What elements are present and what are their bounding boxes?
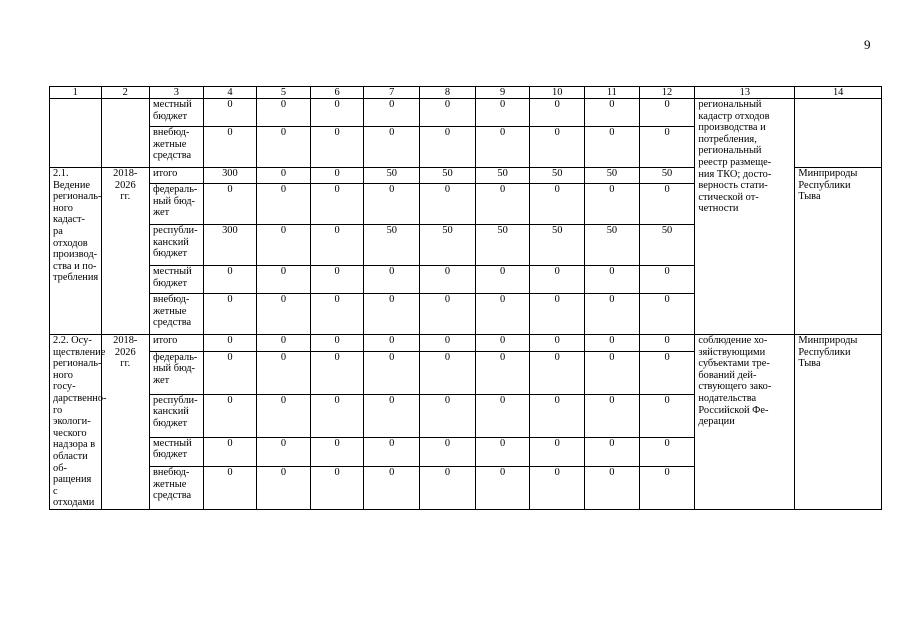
value-cell: 0 xyxy=(530,437,585,466)
value-cell: 0 xyxy=(310,351,364,394)
period-text: 2018- 2026 гг. xyxy=(113,335,138,370)
funding-source-label: республи- канский бюджет xyxy=(153,225,198,260)
value-cell: 0 xyxy=(639,351,695,394)
value-cell: 0 xyxy=(310,99,364,127)
value-cell: 0 xyxy=(585,394,640,437)
value-cell: 0 xyxy=(310,466,364,509)
value-cell: 0 xyxy=(310,127,364,168)
value-cell: 0 xyxy=(475,184,530,225)
value-cell: 0 xyxy=(530,99,585,127)
header-cell: 10 xyxy=(530,87,585,99)
value-cell: 0 xyxy=(257,168,311,184)
table-row xyxy=(50,335,882,352)
value-cell: 0 xyxy=(475,127,530,168)
value-cell: 50 xyxy=(530,168,585,184)
value-cell: 0 xyxy=(257,351,311,394)
value-cell: 50 xyxy=(475,225,530,266)
header-cell: 12 xyxy=(639,87,695,99)
value-cell: 0 xyxy=(420,266,476,294)
source-cell xyxy=(150,335,204,352)
header-cell: 8 xyxy=(420,87,476,99)
funding-source-label: федераль- ный бюд- жет xyxy=(153,351,198,386)
source-cell xyxy=(150,351,204,394)
funding-source-label: республи- канский бюджет xyxy=(153,394,198,429)
value-cell: 0 xyxy=(475,351,530,394)
value-cell: 0 xyxy=(475,99,530,127)
value-cell: 0 xyxy=(420,335,476,352)
value-cell: 0 xyxy=(475,437,530,466)
executor-cell xyxy=(795,168,882,335)
value-cell: 0 xyxy=(310,437,364,466)
header-cell: 6 xyxy=(310,87,364,99)
budget-table xyxy=(49,86,882,510)
period-cell xyxy=(101,168,149,335)
value-cell: 0 xyxy=(364,127,420,168)
header-cell: 4 xyxy=(203,87,257,99)
value-cell: 0 xyxy=(364,99,420,127)
funding-source-label: итого xyxy=(153,168,178,179)
value-cell: 0 xyxy=(639,99,695,127)
value-cell: 0 xyxy=(530,266,585,294)
value-cell: 0 xyxy=(420,127,476,168)
source-cell xyxy=(150,184,204,225)
value-cell: 50 xyxy=(530,225,585,266)
value-cell: 0 xyxy=(257,335,311,352)
value-cell: 0 xyxy=(257,184,311,225)
value-cell: 0 xyxy=(257,466,311,509)
value-cell: 0 xyxy=(475,335,530,352)
value-cell: 0 xyxy=(257,266,311,294)
value-cell: 0 xyxy=(420,351,476,394)
source-cell xyxy=(150,127,204,168)
value-cell: 50 xyxy=(420,168,476,184)
value-cell: 0 xyxy=(364,266,420,294)
executor-text: Минприроды Республики Тыва xyxy=(798,168,858,203)
value-cell: 0 xyxy=(203,351,257,394)
period-cell xyxy=(101,99,149,168)
value-cell: 0 xyxy=(420,466,476,509)
value-cell: 0 xyxy=(475,466,530,509)
source-cell xyxy=(150,168,204,184)
source-cell xyxy=(150,437,204,466)
value-cell: 0 xyxy=(585,266,640,294)
value-cell: 0 xyxy=(420,99,476,127)
header-row xyxy=(50,87,882,99)
value-cell: 0 xyxy=(639,437,695,466)
value-cell: 0 xyxy=(585,184,640,225)
value-cell: 0 xyxy=(585,351,640,394)
value-cell: 0 xyxy=(310,266,364,294)
value-cell: 0 xyxy=(203,266,257,294)
header-cell: 2 xyxy=(101,87,149,99)
value-cell: 0 xyxy=(364,294,420,335)
table-row xyxy=(50,99,882,127)
value-cell: 0 xyxy=(475,266,530,294)
value-cell: 0 xyxy=(257,225,311,266)
value-cell: 300 xyxy=(203,168,257,184)
funding-source-label: местный бюджет xyxy=(153,99,192,122)
value-cell: 0 xyxy=(475,294,530,335)
funding-source-label: внебюд- жетные средства xyxy=(153,127,192,162)
value-cell: 50 xyxy=(475,168,530,184)
value-cell: 0 xyxy=(310,394,364,437)
header-cell: 11 xyxy=(585,87,640,99)
value-cell: 0 xyxy=(257,127,311,168)
value-cell: 50 xyxy=(585,168,640,184)
value-cell: 0 xyxy=(310,225,364,266)
header-cell: 14 xyxy=(795,87,882,99)
value-cell: 0 xyxy=(639,266,695,294)
funding-source-label: местный бюджет xyxy=(153,437,192,461)
result-text: соблюдение хо- зяйствующими субъектами тре- бований дей- ствующего зако- нодательства Российской Фе- дерации xyxy=(698,335,772,428)
result-cell xyxy=(695,99,795,335)
value-cell: 0 xyxy=(639,294,695,335)
funding-source-label: местный бюджет xyxy=(153,266,192,289)
value-cell: 0 xyxy=(639,127,695,168)
header-cell: 13 xyxy=(695,87,795,99)
value-cell: 0 xyxy=(257,294,311,335)
value-cell: 50 xyxy=(639,168,695,184)
result-cell xyxy=(695,335,795,510)
value-cell: 50 xyxy=(364,225,420,266)
value-cell: 0 xyxy=(530,184,585,225)
value-cell: 0 xyxy=(364,335,420,352)
source-cell xyxy=(150,394,204,437)
value-cell: 0 xyxy=(585,127,640,168)
value-cell: 0 xyxy=(530,351,585,394)
value-cell: 0 xyxy=(639,184,695,225)
value-cell: 0 xyxy=(257,99,311,127)
value-cell: 0 xyxy=(310,294,364,335)
value-cell: 0 xyxy=(203,466,257,509)
value-cell: 0 xyxy=(364,351,420,394)
value-cell: 0 xyxy=(530,394,585,437)
value-cell: 0 xyxy=(364,394,420,437)
value-cell: 0 xyxy=(310,184,364,225)
value-cell: 0 xyxy=(364,437,420,466)
table-body xyxy=(50,87,882,510)
value-cell: 0 xyxy=(203,394,257,437)
source-cell xyxy=(150,466,204,509)
executor-cell xyxy=(795,99,882,168)
item-name-cell xyxy=(50,99,102,168)
value-cell: 0 xyxy=(364,184,420,225)
value-cell: 0 xyxy=(530,335,585,352)
source-cell xyxy=(150,294,204,335)
funding-source-label: итого xyxy=(153,335,178,346)
value-cell: 0 xyxy=(203,127,257,168)
value-cell: 0 xyxy=(530,294,585,335)
period-cell xyxy=(101,335,149,510)
value-cell: 0 xyxy=(257,394,311,437)
value-cell: 0 xyxy=(585,335,640,352)
item-name-cell xyxy=(50,335,107,510)
value-cell: 0 xyxy=(310,335,364,352)
page-number: 9 xyxy=(864,37,871,52)
period-text: 2018- 2026 гг. xyxy=(113,168,138,203)
value-cell: 0 xyxy=(639,394,695,437)
header-cell: 3 xyxy=(150,87,204,99)
value-cell: 0 xyxy=(585,437,640,466)
item-name: 2.2. Осу- ществление региональ- ного госу- дарственно- го экологи- ческого надзора в области об- ращения с отходами xyxy=(53,335,107,509)
value-cell: 0 xyxy=(639,335,695,352)
value-cell: 0 xyxy=(364,466,420,509)
value-cell: 0 xyxy=(585,466,640,509)
value-cell: 50 xyxy=(420,225,476,266)
item-name-cell xyxy=(50,168,102,335)
value-cell: 300 xyxy=(203,225,257,266)
value-cell: 0 xyxy=(475,394,530,437)
value-cell: 0 xyxy=(310,168,364,184)
funding-source-label: внебюд- жетные средства xyxy=(153,466,192,502)
value-cell: 0 xyxy=(585,99,640,127)
value-cell: 0 xyxy=(257,437,311,466)
value-cell: 50 xyxy=(585,225,640,266)
value-cell: 0 xyxy=(420,437,476,466)
result-text: региональный кадастр отходов производства и потребления, региональный реестр размеще- ния ТКО; досто- верность стати- стической от- четности xyxy=(698,99,772,215)
header-cell: 9 xyxy=(475,87,530,99)
value-cell: 0 xyxy=(203,184,257,225)
item-name: 2.1. Ведение региональ- ного кадаст- ра отходов производ- ства и по- требления xyxy=(53,168,102,284)
value-cell: 0 xyxy=(420,184,476,225)
value-cell: 0 xyxy=(530,466,585,509)
value-cell: 50 xyxy=(364,168,420,184)
value-cell: 0 xyxy=(203,335,257,352)
funding-source-label: федераль- ный бюд- жет xyxy=(153,184,198,219)
executor-text: Минприроды Республики Тыва xyxy=(798,335,858,370)
value-cell: 0 xyxy=(203,99,257,127)
value-cell: 0 xyxy=(420,394,476,437)
value-cell: 0 xyxy=(639,466,695,509)
source-cell xyxy=(150,225,204,266)
value-cell: 0 xyxy=(203,294,257,335)
header-cell: 7 xyxy=(364,87,420,99)
value-cell: 0 xyxy=(420,294,476,335)
value-cell: 0 xyxy=(203,437,257,466)
executor-cell xyxy=(795,335,882,510)
header-cell: 1 xyxy=(50,87,102,99)
source-cell xyxy=(150,266,204,294)
source-cell xyxy=(150,99,204,127)
value-cell: 0 xyxy=(530,127,585,168)
value-cell: 50 xyxy=(639,225,695,266)
value-cell: 0 xyxy=(585,294,640,335)
header-cell: 5 xyxy=(257,87,311,99)
funding-source-label: внебюд- жетные средства xyxy=(153,294,192,329)
